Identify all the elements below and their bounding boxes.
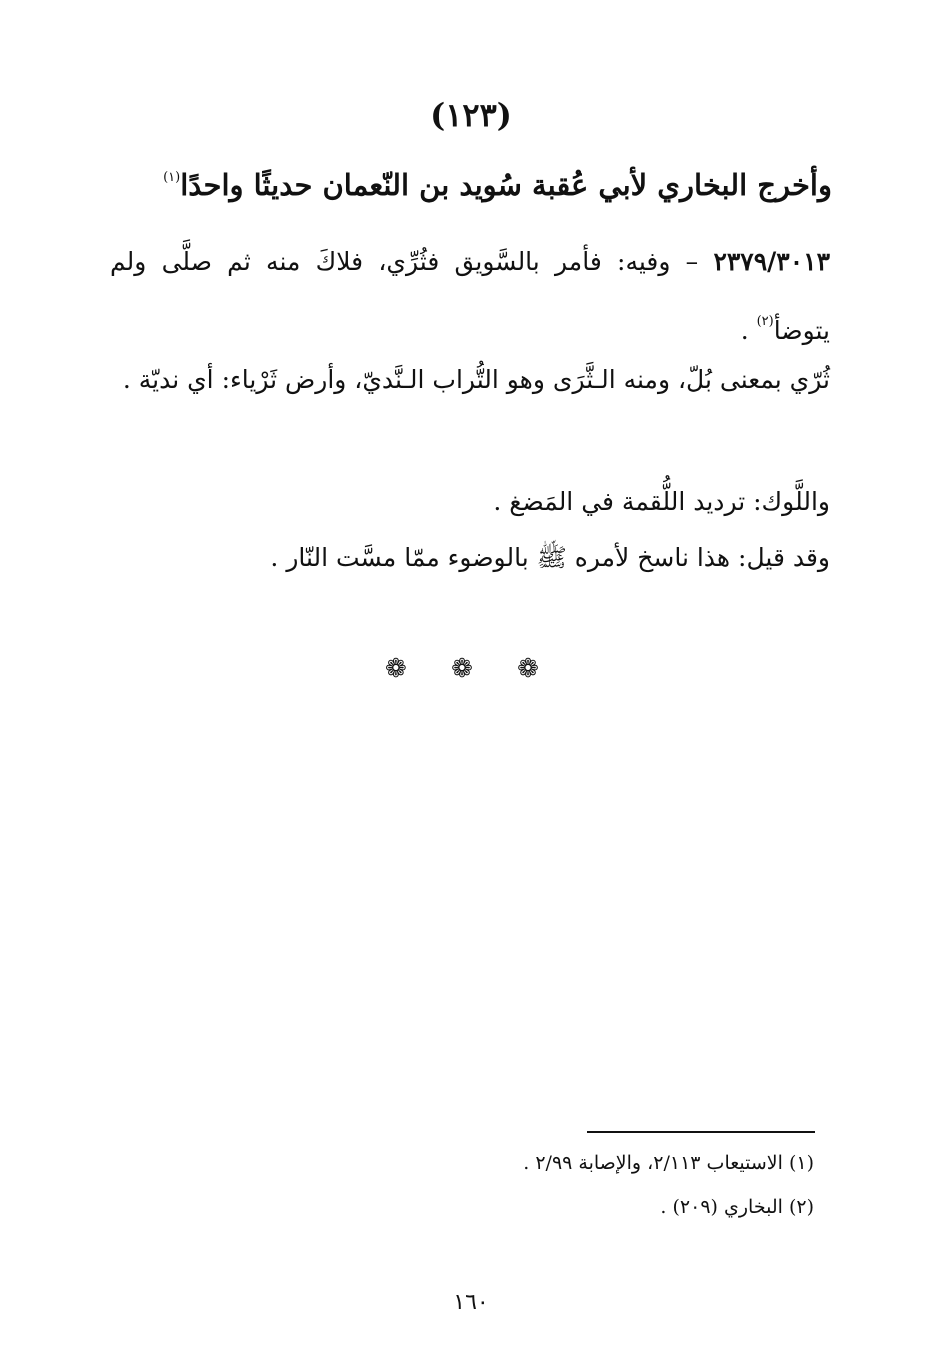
hadith-end: . xyxy=(740,316,757,345)
ornament-icon: ❁ xyxy=(451,654,491,684)
footnote-1: (١) الاستيعاب ٢/١١٣، والإصابة ٢/٩٩ . xyxy=(523,1152,814,1174)
footnote-divider xyxy=(587,1131,815,1133)
gloss-paragraph: ثُرّي بمعنى بُلّ، ومنه الـثَّرَى وهو التُّراب الـنَّديّ، وأرض ثَرْياء: أي نديّة . xyxy=(122,365,830,394)
hadith-footnote-ref: (٢) xyxy=(756,314,774,329)
footnote-2: (٢) البخاري (٢٠٩) . xyxy=(660,1196,814,1218)
section-divider-ornaments xyxy=(0,654,942,684)
hadith-paragraph xyxy=(110,232,830,361)
lawk-paragraph: واللَّوك: ترديد اللُّقمة في المَضغ . xyxy=(493,487,830,516)
hadith-text: – وفيه: فأمر بالسَّويق فثُرِّي، فلاكَ منه ثم صلَّى ولم يتوضأ xyxy=(110,247,830,345)
page-number: ١٦٠ xyxy=(453,1290,489,1315)
ornament-icon: ❁ xyxy=(517,654,557,684)
qeel-paragraph: وقد قيل: هذا ناسخ لأمره ﷺ بالوضوء ممّا مسَّت النّار . xyxy=(270,543,830,572)
heading xyxy=(112,168,832,202)
heading-footnote-ref: (١) xyxy=(163,170,181,185)
hadith-number: ٢٣٧٩/٣٠١٣ xyxy=(713,247,830,276)
section-number: (١٢٣) xyxy=(430,96,512,134)
ornament-icon: ❁ xyxy=(385,654,425,684)
heading-text: وأخرج البخاري لأبي عُقبة سُويد بن النّعمان حديثًا واحدًا xyxy=(180,168,832,202)
